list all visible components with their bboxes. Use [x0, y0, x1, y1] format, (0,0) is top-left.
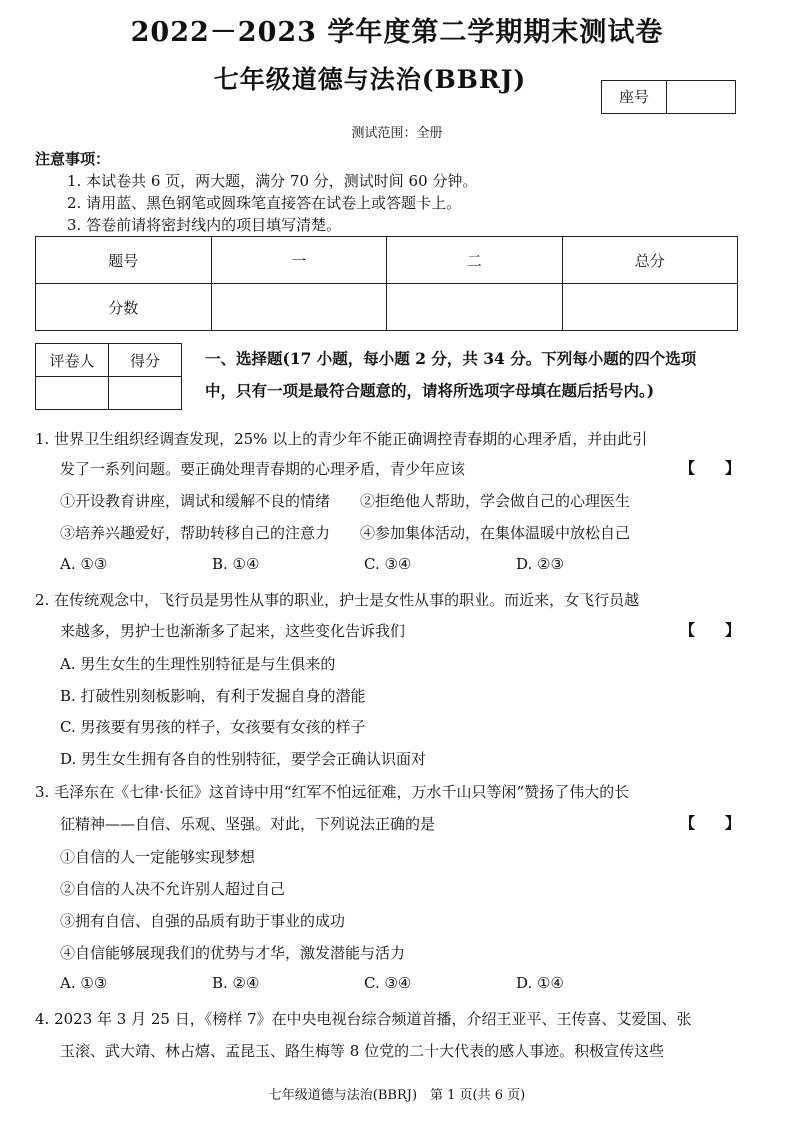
- seat-number-box: [601, 80, 736, 114]
- notice-item: 1. 本试卷共 6 页，两大题，满分 70 分，测试时间 60 分钟。: [67, 172, 478, 190]
- notice-item: 3. 答卷前请将密封线内的项目填写清楚。: [67, 216, 342, 234]
- score-cell[interactable]: [562, 284, 738, 331]
- question-stem: 来越多，男护士也渐渐多了起来，这些变化告诉我们: [60, 622, 406, 640]
- reviewer-label: 评卷人: [36, 344, 109, 377]
- test-scope: 测试范围：全册: [351, 126, 443, 141]
- question-stem: 玉滚、武大靖、林占熺、孟昆玉、路生梅等 8 位党的二十大代表的感人事迹。积极宣传这些: [60, 1042, 665, 1060]
- score-header-cell: 题号: [36, 237, 212, 284]
- choice-option[interactable]: A. 男生女生的生理性别特征是与生俱来的: [60, 655, 336, 673]
- answer-bracket[interactable]: 【 】: [680, 459, 741, 477]
- option[interactable]: A. ①③: [60, 974, 108, 992]
- option[interactable]: B. ②④: [212, 974, 260, 992]
- question-stem: 发了一系列问题。要正确处理青春期的心理矛盾，青少年应该: [60, 460, 466, 478]
- answer-bracket[interactable]: 【 】: [680, 814, 741, 832]
- score-header-cell: 一: [211, 237, 387, 284]
- grader-table: [35, 343, 182, 410]
- answer-bracket[interactable]: 【 】: [680, 621, 741, 639]
- question-stem: 1. 世界卫生组织经调查发现，25% 以上的青少年不能正确调控青春期的心理矛盾，并由此引: [35, 430, 648, 448]
- option[interactable]: D. ②③: [516, 555, 564, 573]
- option[interactable]: C. ③④: [364, 974, 412, 992]
- option[interactable]: A. ①③: [60, 555, 108, 573]
- choice-option[interactable]: B. 打破性别刻板影响，有利于发掘自身的潜能: [60, 687, 366, 705]
- question-item: ①自信的人一定能够实现梦想: [60, 848, 256, 866]
- choice-option[interactable]: D. 男生女生拥有各自的性别特征，要学会正确认识面对: [60, 750, 427, 768]
- question-item: ④自信能够展现我们的优势与才华，激发潜能与活力: [60, 944, 406, 962]
- score-cell[interactable]: [109, 377, 182, 410]
- question-stem: 征精神——自信、乐观、坚强。对此，下列说法正确的是: [60, 815, 436, 833]
- score-table: [35, 236, 738, 331]
- section-heading: [205, 343, 765, 407]
- notice-item: 2. 请用蓝、黑色钢笔或圆珠笔直接答在试卷上或答题卡上。: [67, 194, 462, 212]
- option[interactable]: C. ③④: [364, 555, 412, 573]
- question-item: ①开设教育讲座，调试和缓解不良的情绪 ②拒绝他人帮助，学会做自己的心理医生: [60, 492, 631, 510]
- score-label: 得分: [109, 344, 182, 377]
- score-header-cell: 二: [387, 237, 563, 284]
- question-item: ③培养兴趣爱好，帮助转移自己的注意力 ④参加集体活动，在集体温暖中放松自己: [60, 524, 631, 542]
- option[interactable]: B. ①④: [212, 555, 260, 573]
- question-item: ②自信的人决不允许别人超过自己: [60, 880, 286, 898]
- section-line: 一、选择题(17 小题，每小题 2 分，共 34 分。下列每小题的四个选项: [205, 349, 697, 368]
- score-cell[interactable]: [387, 284, 563, 331]
- exam-subtitle: 七年级道德与法治(BBRJ): [213, 65, 527, 94]
- seat-number-field[interactable]: [667, 81, 735, 113]
- score-header-cell: 总分: [562, 237, 738, 284]
- option[interactable]: D. ①④: [516, 974, 564, 992]
- question-item: ③拥有自信、自强的品质有助于事业的成功: [60, 912, 346, 930]
- score-row-label: 分数: [36, 284, 212, 331]
- question-stem: 3. 毛泽东在《七律·长征》这首诗中用“红军不怕远征难，万水千山只等闲”赞扬了伟大的长: [35, 783, 630, 801]
- notice-title: 注意事项：: [35, 150, 111, 168]
- choice-option[interactable]: C. 男孩要有男孩的样子，女孩要有女孩的样子: [60, 718, 366, 736]
- reviewer-cell[interactable]: [36, 377, 109, 410]
- option-row: [60, 974, 740, 992]
- seat-label: 座号: [602, 81, 667, 113]
- section-line: 中，只有一项是最符合题意的，请将所选项字母填在题后括号内。): [205, 381, 655, 400]
- exam-title: 2022－2023 学年度第二学期期末测试卷: [130, 17, 664, 48]
- question-stem: 4. 2023 年 3 月 25 日，《榜样 7》在中央电视台综合频道首播，介绍王亚平、王传喜、艾爱国、张: [35, 1010, 692, 1028]
- question-stem: 2. 在传统观念中，飞行员是男性从事的职业，护士是女性从事的职业。而近来，女飞行员越: [35, 591, 640, 609]
- option-row: [60, 555, 740, 573]
- page-footer: 七年级道德与法治(BBRJ) 第 1 页(共 6 页): [268, 1088, 526, 1103]
- score-cell[interactable]: [211, 284, 387, 331]
